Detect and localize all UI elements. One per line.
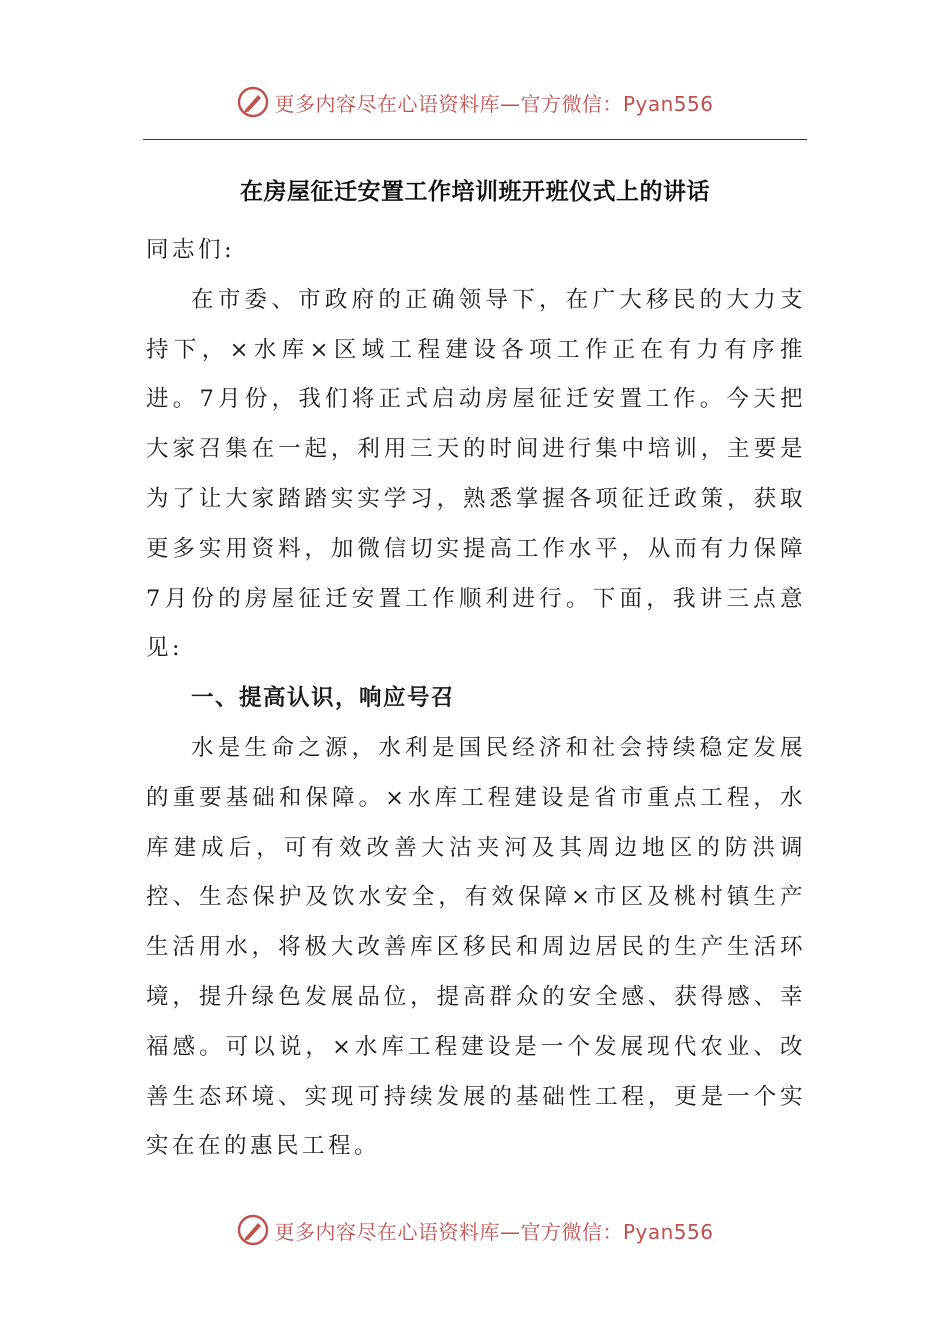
watermark-banner-top [0, 82, 950, 122]
pen-logo-icon [236, 1213, 270, 1247]
document-title: 在房屋征迁安置工作培训班开班仪式上的讲话 [240, 179, 710, 205]
pen-logo-icon [236, 85, 270, 119]
header-divider [143, 139, 807, 140]
paragraph: 水是生命之源，水利是国民经济和社会持续稳定发展的重要基础和保障。×水库工程建设是省市重点工程，水库建成后，可有效改善大沽夹河及其周边地区的防洪调控、生态保护及饮水安全，有效保障×市区及桃村镇生产生活用水，将极大改善库区移民和周边居民的生产生活环境，提升绿色发展品位，提高群众的安全感、获得感、幸福感。可以说，×水库工程建设是一个发展现代农业、改善生态环境、实现可持续发展的基础性工程，更是一个实实在在的惠民工程。 [146, 734, 806, 1160]
watermark-banner-bottom [0, 1210, 950, 1250]
salutation: 同志们: [146, 237, 236, 263]
watermark-text: 更多内容尽在心语资料库—官方微信：Pyan556 [274, 91, 714, 116]
watermark-text: 更多内容尽在心语资料库—官方微信：Pyan556 [274, 1219, 714, 1244]
section-heading: 一、提高认识，响应号召 [191, 685, 456, 712]
paragraph: 在市委、市政府的正确领导下，在广大移民的大力支持下，×水库×区域工程建设各项工作正在有力有序推进。7月份，我们将正式启动房屋征迁安置工作。今天把大家召集在一起，利用三天的时间进行集中培训，主要是为了让大家踏踏实实学习，熟悉掌握各项征迁政策，获取更多实用资料，加微信切实提高工作水平，从而有力保障7月份的房屋征迁安置工作顺利进行。下面，我讲三点意见: [146, 286, 806, 662]
document-body [146, 226, 806, 1172]
